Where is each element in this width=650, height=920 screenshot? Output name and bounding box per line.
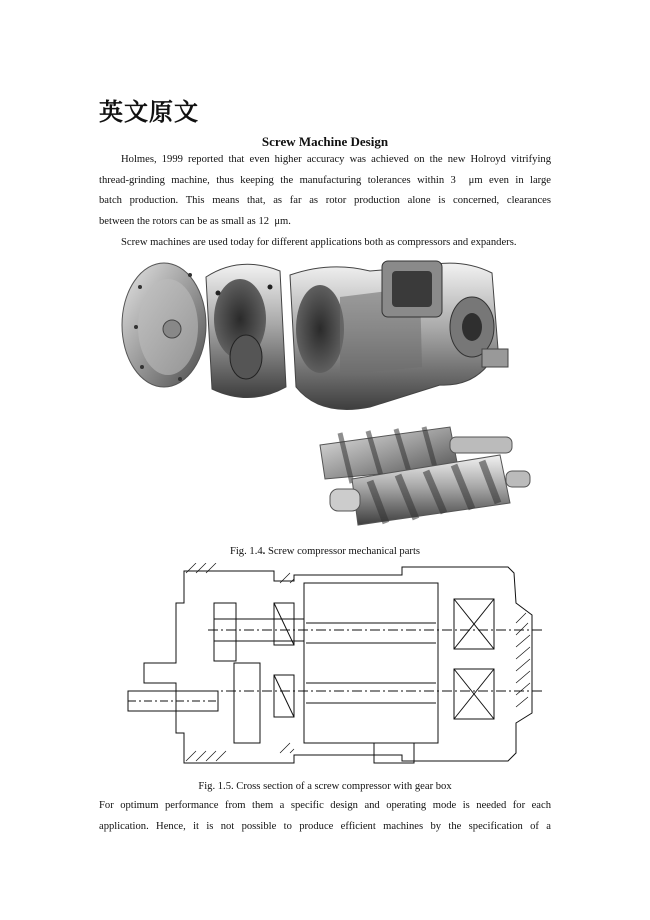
paragraph-line: Screw machines are used today for different applications both as compressors and expanders. — [121, 237, 517, 248]
main-casing — [290, 261, 508, 410]
paragraph-holmes — [99, 150, 551, 232]
bearing-housing — [206, 264, 286, 397]
paragraph-optimum — [99, 796, 551, 837]
housing-outline — [144, 567, 532, 763]
gear-upper — [214, 603, 236, 661]
paragraph-line: between the rotors can be as small as 12 μm. — [99, 215, 291, 227]
figure-1-4-caption — [0, 546, 650, 557]
paragraph-line: batch production. This means that, as far as rotor production alone is concerned, clearances — [99, 195, 551, 206]
end-cover — [122, 263, 206, 387]
paragraph-line: For optimum performance from them a specific design and operating mode is needed for each — [99, 800, 551, 811]
caption-bold-dot: . — [262, 546, 266, 557]
paragraph-applications — [99, 233, 551, 254]
gear-lower — [234, 663, 260, 743]
rotor-chamber — [304, 583, 438, 743]
page-heading: 英文原文 — [99, 98, 199, 126]
caption-text: Screw compressor mechanical parts — [265, 546, 421, 557]
outlet-port — [374, 743, 414, 763]
compressor-parts-photo — [120, 257, 532, 539]
section-title: Screw Machine Design — [261, 134, 389, 149]
figure-1-5-caption: Fig. 1.5. Cross section of a screw compressor with gear box — [198, 781, 452, 792]
screw-rotors — [320, 427, 530, 525]
compressor-cross-section-drawing — [124, 563, 554, 768]
paragraph-line: thread-grinding machine, thus keeping the manufacturing tolerances within 3 μm even in large — [99, 174, 551, 186]
paragraph-line: Holmes, 1999 reported that even higher accuracy was achieved on the new Holroyd vitrifying — [121, 154, 551, 165]
caption-label: Fig. 1.4 — [229, 546, 263, 557]
paragraph-line: application. Hence, it is not possible to produce efficient machines by the specification of a — [99, 820, 551, 832]
